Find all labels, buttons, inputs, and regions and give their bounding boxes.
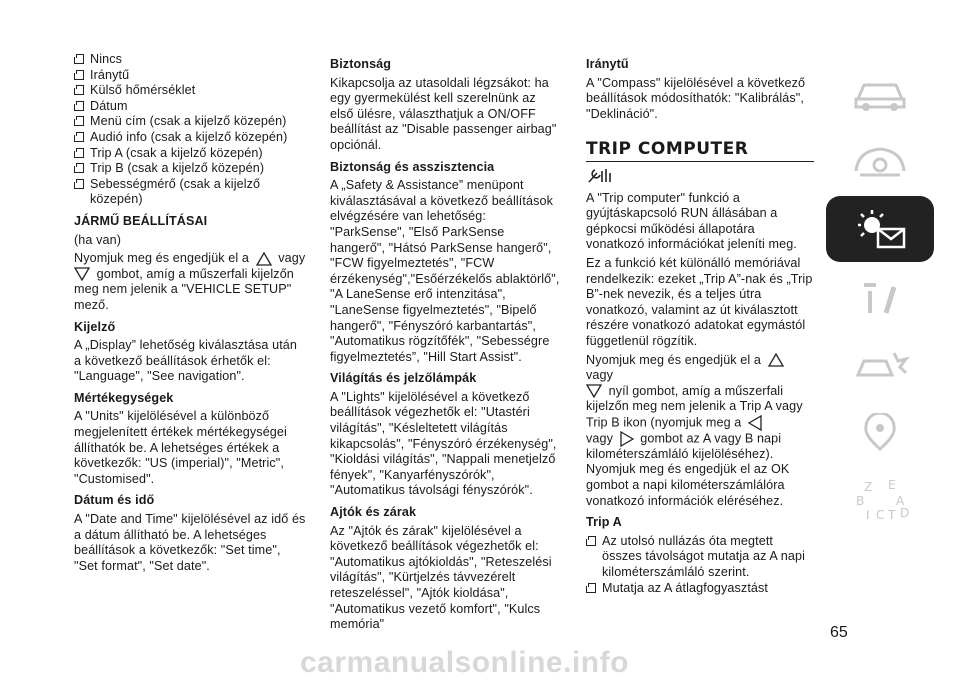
- list-item: Menü cím (csak a kijelző közepén): [74, 114, 306, 130]
- paragraph: A "Units" kijelölésével a különböző megjelenített értékek mértékegységei állíthatók be. A lehetséges értékek a következők: "US (imperial)", "Metric", "Customised".: [74, 409, 287, 486]
- tab-car-dashboard[interactable]: [826, 128, 934, 194]
- page-title: TRIP COMPUTER: [586, 142, 814, 162]
- bullet-icon: [74, 88, 84, 95]
- svg-text:A: A: [896, 494, 905, 508]
- list-item: Audió info (csak a kijelző közepén): [74, 130, 306, 146]
- paragraph: A "Lights" kijelölésével a következő beállítások végezhetők el: "Utastéri világítás", "Késleltetett világítás kikapcsolás", "Fényszóró érzékenység", "Kioldási világítás", "Nappali menetjelző fények", "Kanyarfényszórók", "Automatikus távolsági fényszórók".: [330, 389, 557, 498]
- warning-light-icon: [850, 207, 910, 251]
- svg-text:T: T: [888, 508, 896, 522]
- paragraph: Nyomjuk meg és engedjük el a vagy nyíl gombot, amíg a műszerfali kijelzőn meg nem jelenik a Trip A vagy Trip B ikon (nyomjuk meg a vagy gombot az A vagy B napi kilométerszámláló kijelöléséhez). Nyomjuk meg és engedjük el az OK gombot a napi kilométerszámlálóra vonatkozó információk eléréséhez.: [586, 352, 803, 508]
- section-heading-lights: Világítás és jelzőlámpák: [330, 371, 477, 386]
- svg-text:B: B: [856, 494, 865, 508]
- tab-warning-lights[interactable]: [826, 196, 934, 262]
- tab-car-crash[interactable]: [826, 332, 934, 398]
- section-heading-units: Mértékegységek: [74, 390, 174, 405]
- wrench-icon: [586, 166, 814, 189]
- column-3: [586, 57, 814, 596]
- paragraph: A "Date and Time" kijelölésével az idő és a dátum állítható be. A lehetséges beállítások a következők: "Set time", "Set format", "Set date".: [74, 512, 306, 573]
- svg-text:C: C: [876, 508, 885, 522]
- left-arrow-icon: [748, 415, 762, 431]
- paragraph: A "Compass" kijelölésével a következő beállítások módosíthatók: "Kalibrálás", "Deklináció".: [586, 75, 806, 121]
- bullet-icon: [74, 57, 84, 64]
- section-heading-safety-assistance: Biztonság és asszisztencia: [330, 159, 495, 174]
- tab-navigation[interactable]: [826, 400, 934, 466]
- column-2: [330, 57, 560, 636]
- list-item: Sebességmérő (csak a kijelző közepén): [74, 177, 306, 208]
- svg-text:I: I: [866, 508, 870, 522]
- bullet-icon: [586, 586, 596, 593]
- navigation-icon: [850, 413, 910, 453]
- bullet-icon: [74, 166, 84, 173]
- bullet-icon: [74, 104, 84, 111]
- section-heading-vehicle-settings: JÁRMŰ BEÁLLÍTÁSAI: [74, 213, 208, 228]
- wrench-icon: [850, 277, 910, 317]
- alphabet-index-icon: [850, 479, 910, 523]
- car-crash-icon: [850, 345, 910, 385]
- paragraph: A "Trip computer" funkció a gyújtáskapcsoló RUN állásában a gépkocsi működési állapotára vonatkozó információkat jeleníti meg.: [586, 190, 797, 252]
- section-heading-doors-locks: Ajtók és zárak: [330, 505, 417, 520]
- paragraph: Kikapcsolja az utasoldali légzsákot: ha egy gyermekülést kell szerelnünk az első ülésre, választhatjuk a ON/OFF beállítást az "Disable passenger airbag" opciónál.: [330, 75, 557, 152]
- bullet-icon: [74, 151, 84, 158]
- list-item: Nincs: [74, 52, 306, 68]
- section-heading-display: Kijelző: [74, 319, 116, 334]
- bullet-icon: [74, 73, 84, 80]
- paragraph: Ez a funkció két különálló memóriával rendelkezik: ezeket „Trip A”-nak és „Trip B”-nek nevezik, és a teljes útra vonatkozó, valamint az út kiválasztott részére vonatkozó adatokat egymástól függetlenül rögzítik.: [586, 255, 813, 348]
- right-arrow-icon: [620, 431, 634, 447]
- bullet-icon: [74, 182, 84, 189]
- bullet-icon: [74, 119, 84, 126]
- section-heading-trip-a: Trip A: [586, 515, 622, 530]
- list-item: Külső hőmérséklet: [74, 83, 306, 99]
- up-arrow-icon: [768, 353, 784, 367]
- list-item: Mutatja az A átlagfogyasztást: [586, 581, 814, 597]
- list-item: Dátum: [74, 99, 306, 115]
- svg-text:D: D: [900, 506, 910, 520]
- tab-alphabet-index[interactable]: [826, 468, 934, 534]
- list-item: Trip B (csak a kijelző közepén): [74, 161, 306, 177]
- paragraph: Nyomjuk meg és engedjük el a vagy gombot, amíg a műszerfali kijelzőn meg nem jelenik a "VEHICLE SETUP" mező.: [74, 251, 306, 312]
- paragraph: A „Safety & Assistance” menüpont kiválasztásával a következő beállítások elvégzésére van lehetőség: "ParkSense", "Első ParkSense hangerő", "Hátsó ParkSense hangerő", "FCW figyelmeztetés", "FCW érzékenység","Esőérzékelős ablaktörlő", "A LaneSense erő intenzitása", "LaneSense figyelmeztetés", "Bipelő hangerő", "Fényszóró karbantartás", "Automatikus rögzítőfék", "Sebességre figyelmeztetés”, "Hill Start Assist".: [330, 178, 560, 364]
- list-item: Trip A (csak a kijelző közepén): [74, 146, 306, 162]
- tab-wrench[interactable]: [826, 264, 934, 330]
- paragraph: A „Display” lehetőség kiválasztása után a következő beállítások érhetők el: "Language", "See navigation".: [74, 338, 298, 384]
- tab-car[interactable]: [826, 60, 934, 126]
- car-icon: [850, 73, 910, 113]
- section-heading-date-time: Dátum és idő: [74, 493, 155, 508]
- page-number: 65: [830, 624, 848, 641]
- column-1: [74, 52, 306, 577]
- section-heading-safety: Biztonság: [330, 57, 392, 71]
- watermark: carmanualsonline.info: [300, 646, 629, 679]
- section-subtitle: (ha van): [74, 232, 121, 247]
- car-dashboard-icon: [850, 141, 910, 181]
- svg-text:Z: Z: [864, 480, 873, 494]
- paragraph: Az "Ajtók és zárak" kijelölésével a következő beállítások végezhetők el: "Automatikus ajtókioldás", "Reteszelési világítás", "Kürtjelzés távvezérelt reteszeléssel", "Ajtók kioldása", "Automatikus vezető komfort", "Kulcs memória": [330, 523, 552, 632]
- down-arrow-icon: [74, 267, 90, 281]
- bullet-icon: [74, 135, 84, 142]
- chapter-tabs: [826, 60, 934, 536]
- list-item: Az utolsó nullázás óta megtett összes távolságot mutatja az A napi kilométerszámláló szerint.: [586, 534, 814, 581]
- up-arrow-icon: [256, 252, 272, 266]
- list-item: Iránytű: [74, 68, 306, 84]
- section-heading-compass: Iránytű: [586, 57, 629, 71]
- svg-text:E: E: [888, 479, 896, 492]
- bullet-icon: [586, 539, 596, 546]
- down-arrow-icon: [586, 384, 602, 398]
